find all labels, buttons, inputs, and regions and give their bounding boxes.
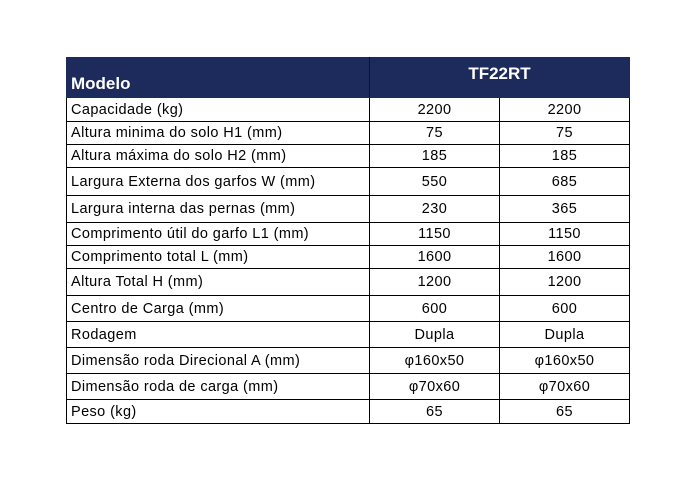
table-row (67, 374, 630, 400)
table-row (67, 98, 630, 122)
table-row (67, 168, 630, 196)
table-row (67, 223, 630, 246)
row-label: Dimensão roda Direcional A (mm) (67, 348, 370, 374)
header-row (67, 58, 630, 98)
row-value-1: 185 (370, 145, 500, 168)
row-value-1: 600 (370, 296, 500, 322)
spec-table (66, 57, 630, 424)
row-label: Dimensão roda de carga (mm) (67, 374, 370, 400)
row-value-2: 600 (500, 296, 630, 322)
row-value-1: 230 (370, 196, 500, 223)
spec-body (67, 98, 630, 424)
row-value-1: 2200 (370, 98, 500, 122)
row-value-2: 65 (500, 400, 630, 424)
table-row (67, 269, 630, 296)
row-value-2: 365 (500, 196, 630, 223)
table-row (67, 322, 630, 348)
row-value-1: φ70x60 (370, 374, 500, 400)
table-row (67, 400, 630, 424)
row-label: Altura minima do solo H1 (mm) (67, 122, 370, 145)
row-label: Comprimento útil do garfo L1 (mm) (67, 223, 370, 246)
row-label: Largura interna das pernas (mm) (67, 196, 370, 223)
table-row (67, 145, 630, 168)
table-row (67, 122, 630, 145)
table-row (67, 296, 630, 322)
row-value-1: 1600 (370, 246, 500, 269)
row-label: Rodagem (67, 322, 370, 348)
row-value-2: 1600 (500, 246, 630, 269)
table-row (67, 196, 630, 223)
row-value-2: 75 (500, 122, 630, 145)
row-value-2: φ160x50 (500, 348, 630, 374)
row-value-1: 1200 (370, 269, 500, 296)
header-label: Modelo (67, 58, 370, 98)
row-value-2: Dupla (500, 322, 630, 348)
row-value-2: 1200 (500, 269, 630, 296)
row-value-2: 185 (500, 145, 630, 168)
row-label: Centro de Carga (mm) (67, 296, 370, 322)
row-value-1: 75 (370, 122, 500, 145)
row-value-2: 2200 (500, 98, 630, 122)
row-label: Altura Total H (mm) (67, 269, 370, 296)
row-label: Largura Externa dos garfos W (mm) (67, 168, 370, 196)
row-label: Capacidade (kg) (67, 98, 370, 122)
row-value-1: φ160x50 (370, 348, 500, 374)
row-value-1: 1150 (370, 223, 500, 246)
table-row (67, 348, 630, 374)
table-row (67, 246, 630, 269)
header-model: TF22RT (370, 58, 630, 98)
row-value-2: 685 (500, 168, 630, 196)
row-label: Peso (kg) (67, 400, 370, 424)
row-value-2: 1150 (500, 223, 630, 246)
row-value-2: φ70x60 (500, 374, 630, 400)
row-value-1: 550 (370, 168, 500, 196)
row-label: Altura máxima do solo H2 (mm) (67, 145, 370, 168)
row-value-1: Dupla (370, 322, 500, 348)
row-label: Comprimento total L (mm) (67, 246, 370, 269)
row-value-1: 65 (370, 400, 500, 424)
